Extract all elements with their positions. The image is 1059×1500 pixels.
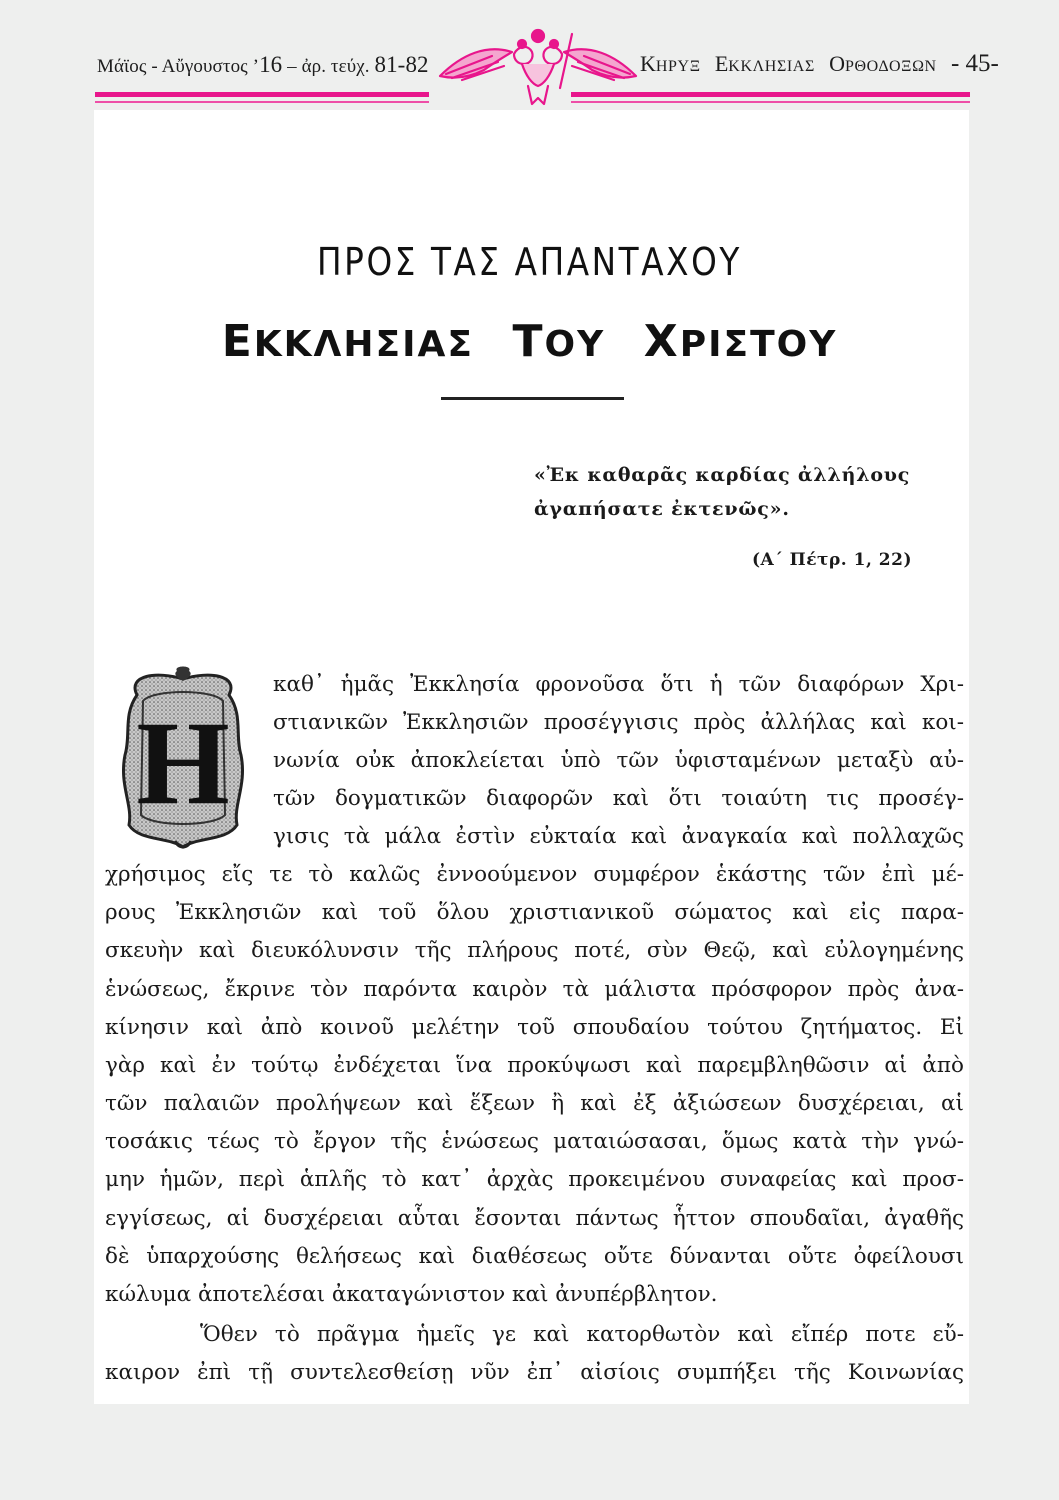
journal-word: ΚΗΡΥΞ bbox=[640, 51, 701, 76]
journal-title bbox=[640, 50, 999, 78]
body-line: στιανικῶν Ἐκκλησιῶν προσέγγισις πρὸς ἀλλήλας καὶ κοι- bbox=[273, 710, 964, 735]
issue-year: 16 bbox=[259, 52, 283, 77]
header-rule-thick-left bbox=[95, 92, 429, 97]
body-line: χρήσιμος εἴς τε τὸ καλῶς ἐννοούμενον συμφέρον ἑκάστης τῶν ἐπὶ μέ- bbox=[105, 862, 964, 887]
body-line-indented: Ὅθεν τὸ πρᾶγμα ἡμεῖς γε καὶ κατορθωτὸν καὶ εἴπέρ ποτε εὔ- bbox=[200, 1322, 964, 1347]
body-line: ρους Ἐκκλησιῶν καὶ τοῦ ὅλου χριστιανικοῦ σώματος καὶ εἰς παρα- bbox=[105, 900, 964, 925]
body-line: δὲ ὑπαρχούσης θελήσεως καὶ διαθέσεως οὔτε δύνανται οὔτε ὀφείλουσι bbox=[105, 1244, 964, 1269]
epigraph-line: «Ἐκ καθαρᾶς καρδίας ἀλλήλους bbox=[534, 464, 911, 486]
body-line: τῶν δογματικῶν διαφορῶν καὶ ὅτι τοιαύτη τις προσέγ- bbox=[273, 786, 964, 811]
title-word: ΧΡΙΣΤΟΥ bbox=[643, 316, 838, 367]
body-line: νωνία οὐκ ἀποκλείεται ὑπὸ τῶν ὑφισταμένων μεταξὺ αὐ- bbox=[273, 748, 964, 773]
title-divider bbox=[441, 397, 624, 400]
body-line: σκευὴν καὶ διευκόλυνσιν τῆς πλήρους ποτέ, σὺν Θεῷ, καὶ εὐλογημένης bbox=[105, 938, 964, 963]
journal-word: ΕΚΚΛΗΣΙΑΣ bbox=[714, 51, 815, 76]
epigraph-line: ἀγαπήσατε ἐκτενῶς». bbox=[534, 498, 790, 520]
issue-months: Μάϊος - Αὔγουστος ’ bbox=[97, 56, 260, 77]
issue-label: – ἀρ. τεύχ. bbox=[282, 56, 375, 77]
page-number: - 45- bbox=[950, 50, 999, 77]
body-line: ἑνώσεως, ἔκρινε τὸν παρόντα καιρὸν τὰ μάλιστα πρόσφορον πρὸς ἀνα- bbox=[105, 977, 964, 1002]
header-rule-thick-right bbox=[571, 92, 970, 97]
article-title-line1: ΠΡΟΣ ΤΑΣ ΑΠΑΝΤΑΧΟΥ bbox=[317, 240, 742, 284]
issue-info bbox=[97, 52, 429, 78]
body-line: γὰρ καὶ ἐν τούτῳ ἐνδέχεται ἵνα προκύψωσι καὶ παρεμβληθῶσιν αἱ ἀπὸ bbox=[105, 1053, 964, 1078]
body-line: καθ᾽ ἡμᾶς Ἐκκλησία φρονοῦσα ὅτι ἡ τῶν διαφόρων Χρι- bbox=[273, 672, 964, 697]
drop-cap-letter: Η bbox=[136, 696, 230, 829]
body-line: κίνησιν καὶ ἀπὸ κοινοῦ μελέτην τοῦ σπουδαίου τούτου ζητήματος. Εἰ bbox=[105, 1015, 964, 1040]
double-headed-eagle-icon bbox=[432, 24, 644, 112]
body-line: γισις τὰ μάλα ἐστὶν εὐκταία καὶ ἀναγκαία καὶ πολλαχῶς bbox=[273, 824, 964, 849]
body-line: μην ἡμῶν, περὶ ἁπλῆς τὸ κατ᾽ ἀρχὰς προκειμένου συναφείας καὶ προσ- bbox=[105, 1167, 964, 1192]
journal-word: ΟΡΘΟΔΟΞΩΝ bbox=[829, 51, 937, 76]
body-line: τῶν παλαιῶν προλήψεων καὶ ἕξεων ἢ καὶ ἐξ ἀξιώσεων δυσχέρειαι, αἱ bbox=[105, 1091, 964, 1116]
body-line-last: κώλυμα ἀποτελέσαι ἀκαταγώνιστον καὶ ἀνυπέρβλητον. bbox=[105, 1282, 718, 1307]
body-line: καιρον ἐπὶ τῇ συντελεσθείσῃ νῦν ἐπ᾽ αἰσίοις συμπήξει τῆς Κοινωνίας bbox=[105, 1360, 964, 1385]
issue-number: 81-82 bbox=[374, 52, 429, 77]
epigraph bbox=[534, 458, 964, 526]
ornate-drop-cap bbox=[117, 665, 249, 855]
article-title-line2 bbox=[0, 316, 1059, 367]
title-word: ΤΟΥ bbox=[512, 316, 606, 367]
body-line: τοσάκις τέως τὸ ἔργον τῆς ἑνώσεως ματαιώσασαι, ὅμως κατὰ τὴν γνώ- bbox=[105, 1129, 964, 1154]
header-rule-thin-left bbox=[95, 101, 429, 103]
body-line: εγγίσεως, αἱ δυσχέρειαι αὗται ἔσονται πάντως ἧττον σπουδαῖαι, ἀγαθῆς bbox=[105, 1206, 964, 1231]
title-word: ΕΚΚΛΗΣΙΑΣ bbox=[221, 316, 474, 367]
epigraph-citation: (Α΄ Πέτρ. 1, 22) bbox=[752, 550, 912, 570]
header-rule-thin-right bbox=[571, 101, 970, 103]
